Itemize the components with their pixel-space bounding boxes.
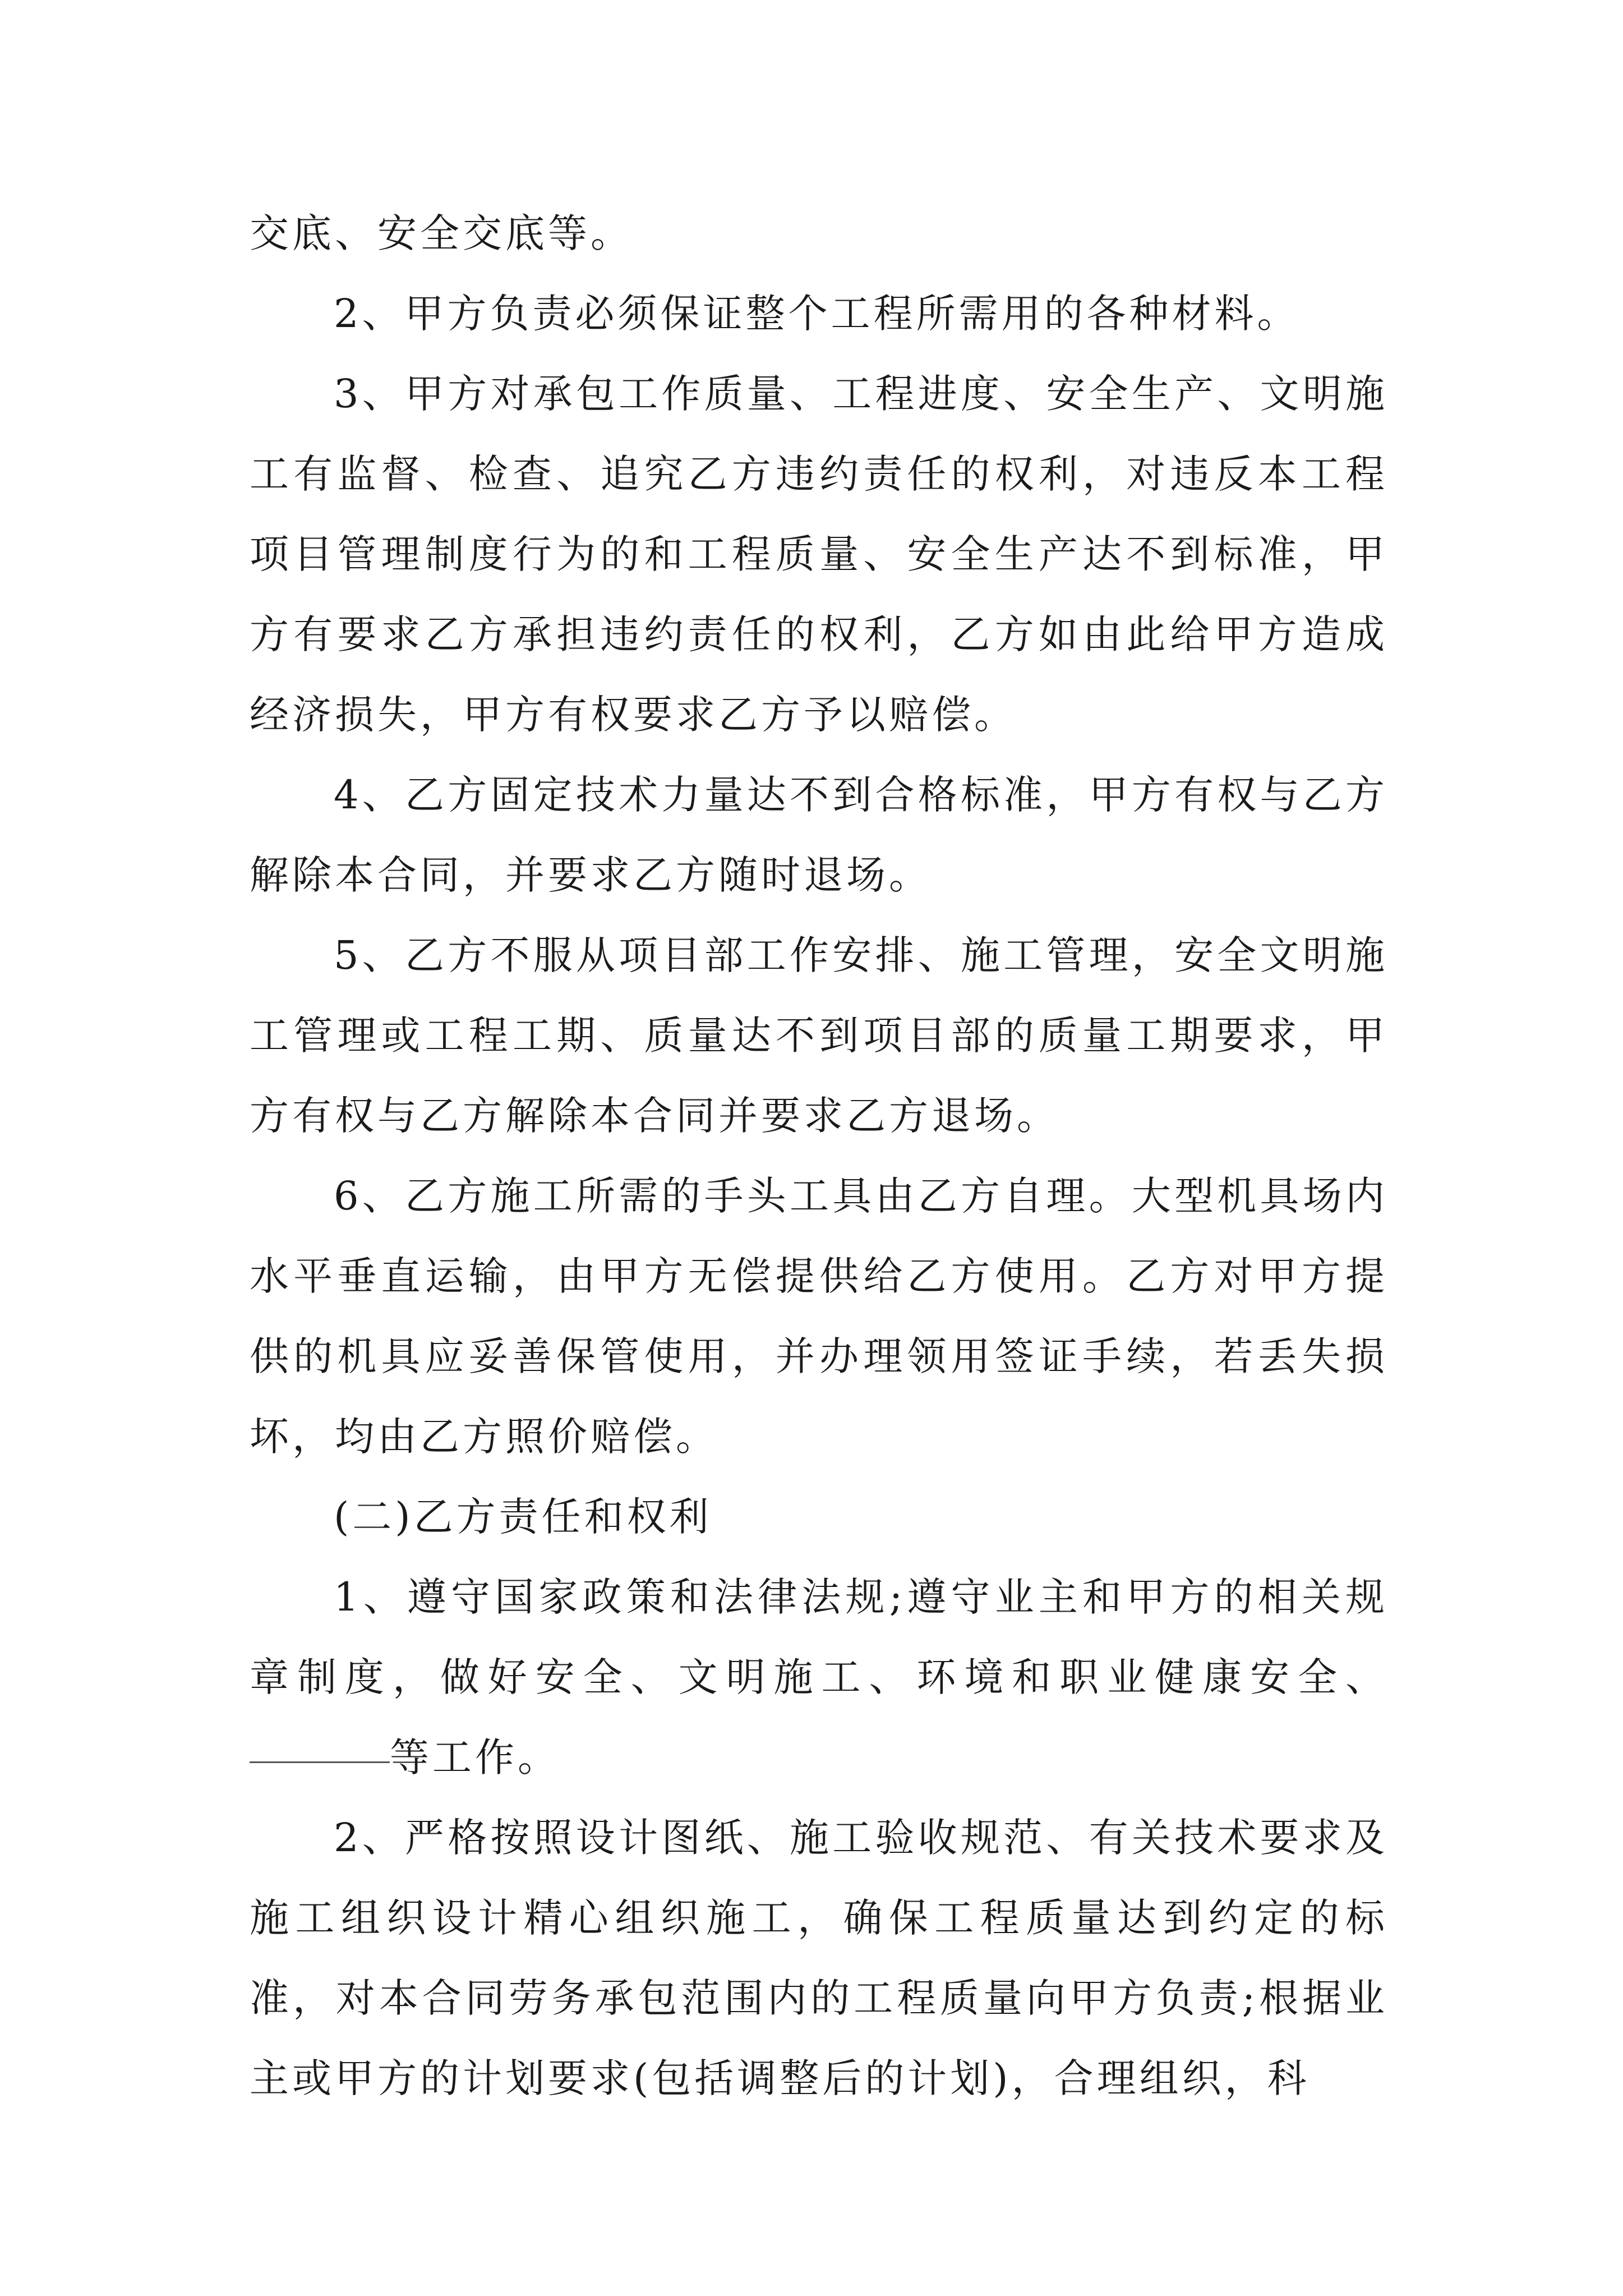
paragraph-b-item-1-text: 1、遵守国家政策和法律法规;遵守业主和甲方的相关规章制度，做好安全、文明施工、环境和职业健康安全、 [250,1574,1388,1700]
paragraph-b-item-2: 2、严格按照设计图纸、施工验收规范、有关技术要求及施工组织设计精心组织施工，确保工程质量达到约定的标准，对本合同劳务承包范围内的工程质量向甲方负责;根据业主或甲方的计划要求(包括调整后的计划)，合理组织，科 [250,1815,1388,2101]
paragraph-continuation: 交底、安全交底等。 [250,210,633,256]
paragraph-item-6: 6、乙方施工所需的手头工具由乙方自理。大型机具场内水平垂直运输，由甲方无偿提供给乙方使用。乙方对甲方提供的机具应妥善保管使用，并办理领用签证手续，若丢失损坏，均由乙方照价赔偿。 [250,1173,1388,1460]
fill-in-blank [250,1722,390,1763]
section-heading-party-b: (二)乙方责任和权利 [334,1494,712,1540]
paragraph-b-item-1 [250,1557,1388,1798]
paragraph-item-4: 4、乙方固定技术力量达不到合格标准，甲方有权与乙方解除本合同，并要求乙方随时退场。 [250,772,1388,898]
paragraph-item-3: 3、甲方对承包工作质量、工程进度、安全生产、文明施工有监督、检查、追究乙方违约责任的权利，对违反本工程项目管理制度行为的和工程质量、安全生产达不到标准，甲方有要求乙方承担违约责任的权利，乙方如由此给甲方造成经济损失，甲方有权要求乙方予以赔偿。 [250,371,1388,738]
paragraph-b-item-1-tail: 等工作。 [390,1734,560,1780]
paragraph-item-5: 5、乙方不服从项目部工作安排、施工管理，安全文明施工管理或工程工期、质量达不到项目部的质量工期要求，甲方有权与乙方解除本合同并要求乙方退场。 [250,932,1388,1139]
paragraph-item-2: 2、甲方负责必须保证整个工程所需用的各种材料。 [334,291,1300,337]
document-body [250,194,1388,2119]
